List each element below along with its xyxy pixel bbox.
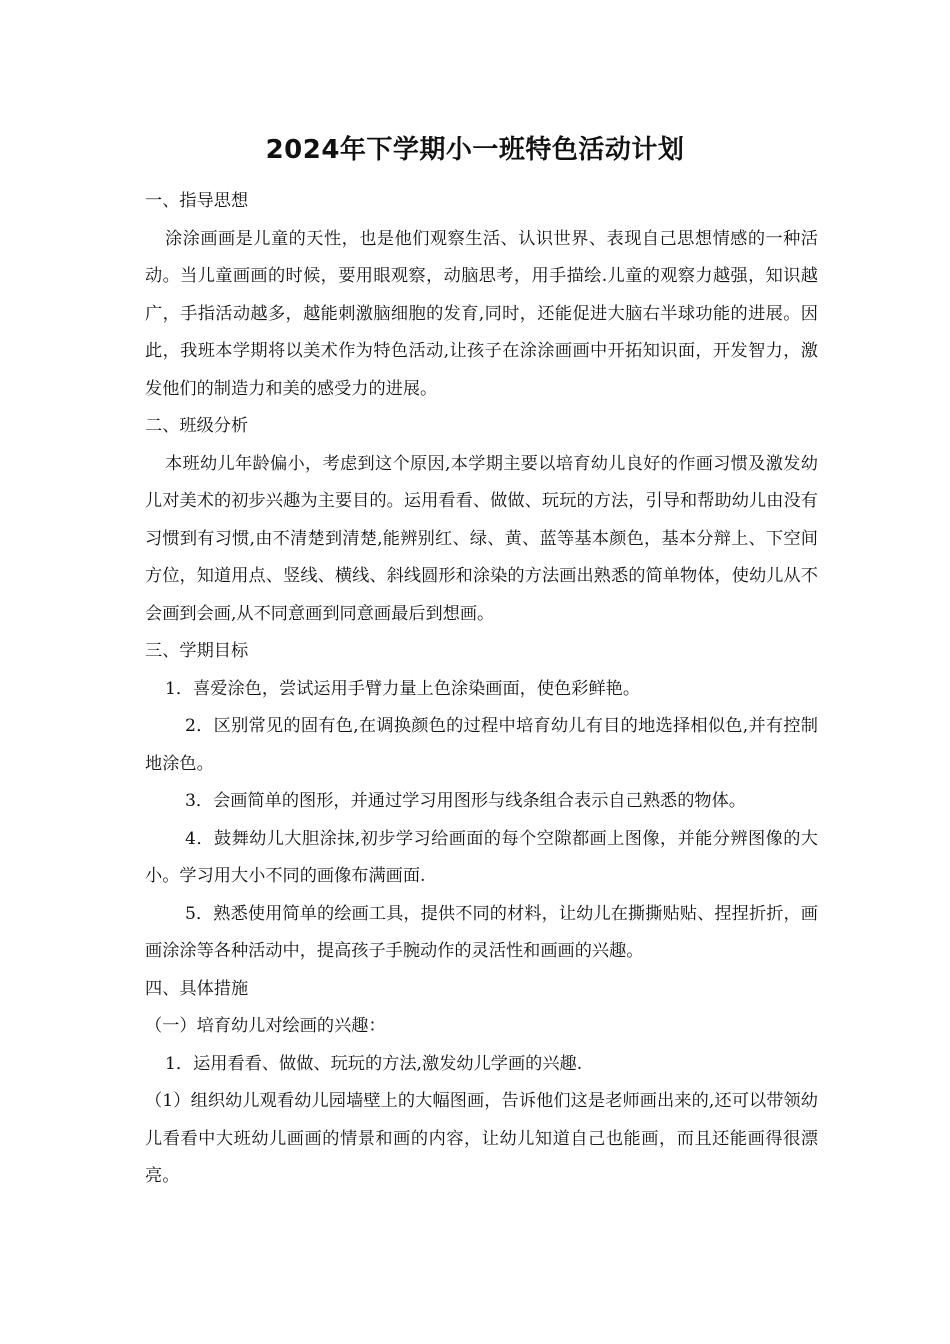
goal-item-5: 5．熟悉使用简单的绘画工具，提供不同的材料，让幼儿在撕撕贴贴、捏捏折折，画画涂涂等各种活动中，提高孩子手腕动作的灵活性和画画的兴趣。 <box>145 903 818 961</box>
measure-subitem-1: （1）组织幼儿观看幼儿园墙壁上的大幅图画，告诉他们这是老师画出来的,还可以带领幼儿看看中大班幼儿画画的情景和画的内容，让幼儿知道自己也能画，而且还能画得很漂亮。 <box>145 1091 818 1186</box>
measure-item-1: 1．运用看看、做做、玩玩的方法,激发幼儿学画的兴趣. <box>165 1053 583 1074</box>
section-heading-guiding-thought: 一、指导思想 <box>145 191 249 211</box>
section-heading-measures: 四、具体措施 <box>145 978 249 999</box>
section-heading-class-analysis: 二、班级分析 <box>145 416 249 436</box>
goal-item-3: 3．会画简单的图形，并通过学习用图形与线条组合表示自己熟悉的物体。 <box>185 791 746 811</box>
paragraph-class-analysis: 本班幼儿年龄偏小，考虑到这个原因,本学期主要以培育幼儿良好的作画习惯及激发幼儿对美术的初步兴趣为主要目的。运用看看、做做、玩玩的方法，引导和帮助幼儿由没有习惯到有习惯,由不清楚到清楚,能辨别红、绿、黄、蓝等基本颜色，基本分辩上、下空间方位，知道用点、竖线、横线、斜线圆形和涂染的方法画出熟悉的简单物体，使幼儿从不会画到会画,从不同意画到同意画最后到想画。 <box>145 453 818 624</box>
document-body <box>145 183 818 1196</box>
goal-item-4: 4．鼓舞幼儿大胆涂抹,初步学习给画面的每个空隙都画上图像，并能分辨图像的大小。学习用大小不同的画像布满画面. <box>145 828 818 886</box>
paragraph-guiding-thought: 涂涂画画是儿童的天性，也是他们观察生活、认识世界、表现自己思想情感的一种活动。当儿童画画的时候，要用眼观察，动脑思考，用手描绘.儿童的观察力越强，知识越广，手指活动越多，越能刺激脑细胞的发育,同时，还能促进大脑右半球功能的进展。因此，我班本学期将以美术作为特色活动,让孩子在涂涂画画中开拓知识面，开发智力，激发他们的制造力和美的感受力的进展。 <box>145 228 818 399</box>
measure-heading-1: （一）培育幼儿对绘画的兴趣： <box>145 1016 386 1036</box>
goal-item-1: 1．喜爱涂色，尝试运用手臂力量上色涂染画面，使色彩鲜艳。 <box>165 678 641 699</box>
document-title: 2024年下学期小一班特色活动计划 <box>265 135 685 165</box>
section-heading-semester-goals: 三、学期目标 <box>145 641 249 661</box>
goal-item-2: 2．区别常见的固有色,在调换颜色的过程中培育幼儿有目的地选择相似色,并有控制地涂色。 <box>145 716 818 774</box>
